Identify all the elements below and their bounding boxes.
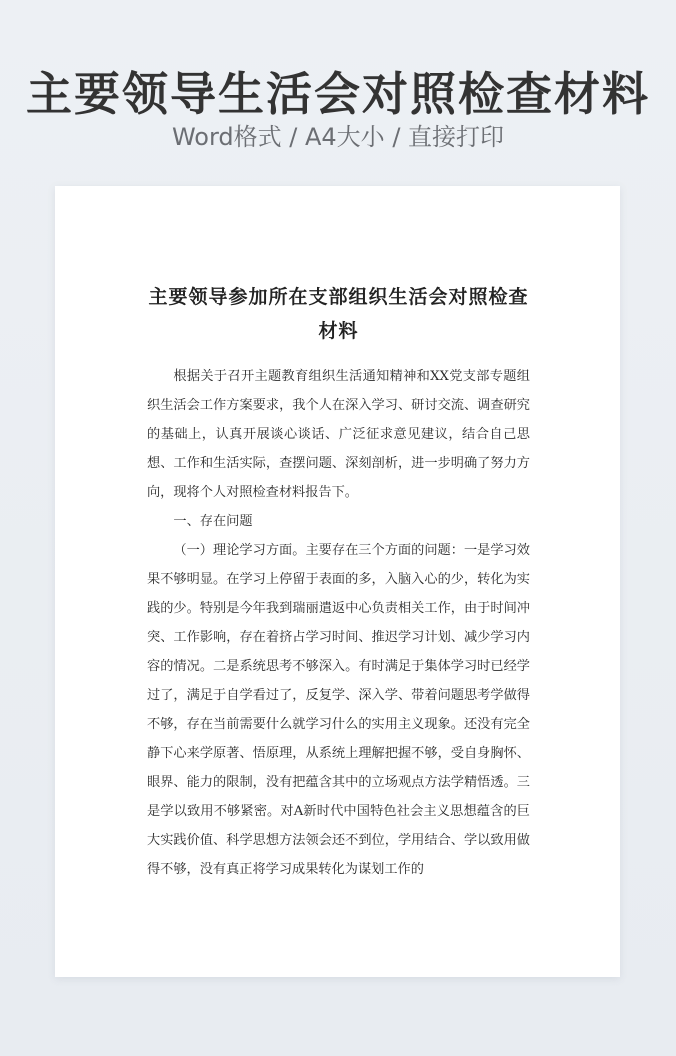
document-title: 主要领导参加所在支部组织生活会对照检查材料 [148,286,529,342]
header-banner [0,0,676,180]
body-paragraph: （一）理论学习方面。主要存在三个方面的问题：一是学习效果不够明显。在学习上停留于表面的多，入脑入心的少，转化为实践的少。特别是今年我到瑞丽遣返中心负责相关工作，由于时间冲突、工作影响，存在着挤占学习时间、推迟学习计划、减少学习内容的情况。二是系统思考不够深入。有时满足于集体学习时已经学过了，满足于自学看过了，反复学、深入学、带着问题思考学做得不够，存在当前需要什么就学习什么的实用主义现象。还没有完全静下心来学原著、悟原理，从系统上理解把握不够，受自身胸怀、眼界、能力的限制，没有把蕴含其中的立场观点方法学精悟透。三是学以致用不够紧密。对A新时代中国特色社会主义思想蕴含的巨大实践价值、科学思想方法领会还不到位，学用结合、学以致用做得不够，没有真正将学习成果转化为谋划工作的 [147,543,530,877]
banner-title: 主要领导生活会对照检查材料 [26,67,650,121]
document-page [55,186,620,977]
banner-subtitle: Word格式 / A4大小 / 直接打印 [171,123,505,151]
section-heading: 一、存在问题 [173,514,253,529]
intro-paragraph: 根据关于召开主题教育组织生活通知精神和XX党支部专题组织生活会工作方案要求，我个人在深入学习、研讨交流、调查研究的基础上，认真开展谈心谈话、广泛征求意见建议，结合自己思想、工作和生活实际，查摆问题、深刻剖析，进一步明确了努力方向，现将个人对照检查材料报告下。 [147,369,530,500]
document-body [147,362,530,902]
